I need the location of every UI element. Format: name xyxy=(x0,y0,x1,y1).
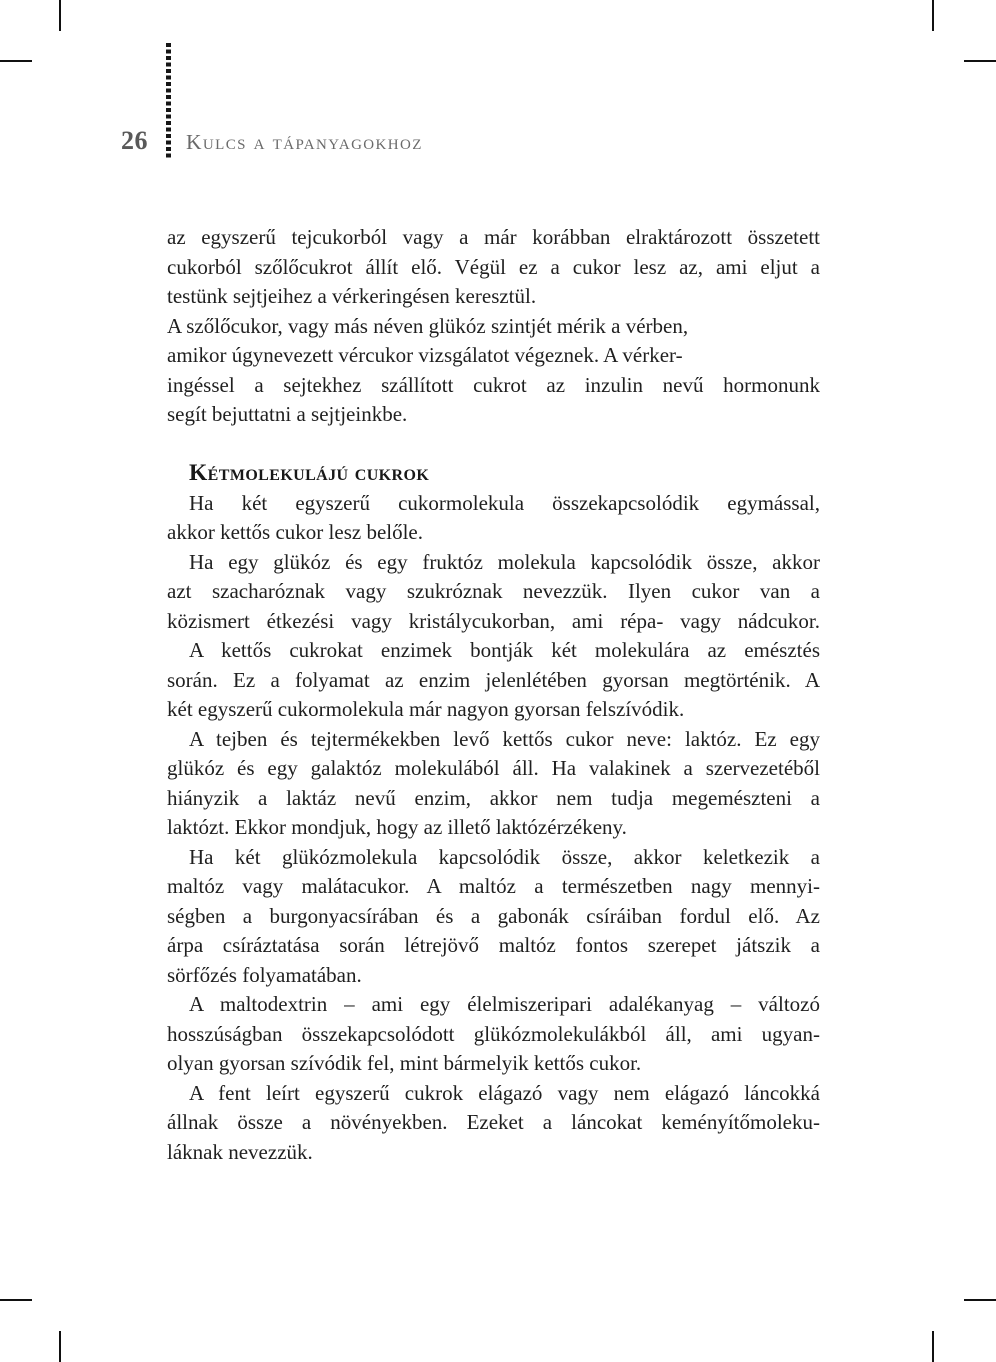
text-line: során. Ez a folyamat az enzim jelenlétében gyorsan megtörténik. A xyxy=(167,667,820,692)
text-line: A maltodextrin – ami egy élelmiszeripari adalékanyag – változó xyxy=(189,992,820,1016)
text-line: láknak nevezzük. xyxy=(167,1139,313,1164)
crop-mark-bottom-left-vertical xyxy=(59,1331,61,1362)
crop-mark-bottom-left-horizontal xyxy=(0,1299,32,1301)
running-header-title: Kulcs a tápanyagokhoz xyxy=(186,130,423,154)
text-line: glükóz és egy galaktóz molekulából áll. Ha valakinek a szervezetéből xyxy=(167,756,820,780)
text-line: hiányzik a laktáz nevű enzim, akkor nem tudja megemészteni a xyxy=(167,785,820,810)
text-line: testünk sejtjeihez a vérkeringésen keresztül. xyxy=(167,284,537,308)
text-line: közismert étkezési vagy kristálycukorban, ami répa- vagy nádcukor. xyxy=(167,608,820,633)
text-line: Ha egy glükóz és egy fruktóz molekula kapcsolódik össze, akkor xyxy=(189,549,820,574)
crop-mark-top-right-horizontal xyxy=(964,60,996,62)
text-line: sörfőzés folyamatában. xyxy=(167,962,362,987)
crop-mark-top-right-vertical xyxy=(932,0,934,31)
text-line: állnak össze a növényekben. Ezeket a láncokat keményítőmoleku- xyxy=(167,1110,820,1134)
text-line: akkor kettős cukor lesz belőle. xyxy=(167,520,423,544)
text-line: cukorból szőlőcukrot állít elő. Végül ez a cukor lesz az, ami eljut a xyxy=(167,254,820,279)
text-line: Ha két egyszerű cukormolekula összekapcsolódik egymással, xyxy=(189,490,820,515)
text-line: hosszúságban összekapcsolódott glükózmolekulákból áll, ami ugyan- xyxy=(167,1021,820,1046)
page-number: 26 xyxy=(121,126,148,155)
text-line: A kettős cukrokat enzimek bontják két molekulára az emésztés xyxy=(189,638,820,662)
text-line: azt szacharóznak vagy szukróznak nevezzük. Ilyen cukor van a xyxy=(167,579,820,603)
text-line: A fent leírt egyszerű cukrok elágazó vagy nem elágazó láncokká xyxy=(189,1080,820,1105)
text-line: Ha két glükózmolekula kapcsolódik össze, akkor keletkezik a xyxy=(189,844,820,869)
text-line: laktózt. Ekkor mondjuk, hogy az illető laktózérzékeny. xyxy=(167,815,627,839)
dotted-rule xyxy=(166,43,171,160)
text-line: maltóz vagy malátacukor. A maltóz a természetben nagy mennyi- xyxy=(167,874,820,898)
text-line: A tejben és tejtermékekben levő kettős cukor neve: laktóz. Ez egy xyxy=(189,726,820,751)
text-line: A szőlőcukor, vagy más néven glükóz szintjét mérik a vérben, xyxy=(167,313,689,338)
crop-mark-bottom-right-vertical xyxy=(932,1331,934,1362)
text-line: ségben a burgonyacsírában és a gabonák csíráiban fordul elő. Az xyxy=(167,903,820,928)
text-line: segít bejuttatni a sejtjeinkbe. xyxy=(167,402,408,426)
text-line: ingéssel a sejtekhez szállított cukrot az inzulin nevű hormonunk xyxy=(167,372,820,397)
crop-mark-top-left-vertical xyxy=(59,0,61,31)
section-heading: Kétmolekulájú cukrok xyxy=(189,460,430,486)
body-text-block xyxy=(167,223,820,1167)
text-line: árpa csíráztatása során létrejövő maltóz fontos szerepet játszik a xyxy=(167,933,820,957)
blank-line xyxy=(167,430,820,460)
text-line: olyan gyorsan szívódik fel, mint bármelyik kettős cukor. xyxy=(167,1051,642,1075)
crop-mark-top-left-horizontal xyxy=(0,60,32,62)
text-line: amikor úgynevezett vércukor vizsgálatot végeznek. A vérker- xyxy=(167,343,683,367)
text-line: két egyszerű cukormolekula már nagyon gyorsan felszívódik. xyxy=(167,697,685,721)
text-line: az egyszerű tejcukorból vagy a már korábban elraktározott összetett xyxy=(167,225,820,249)
crop-mark-bottom-right-horizontal xyxy=(964,1299,996,1301)
